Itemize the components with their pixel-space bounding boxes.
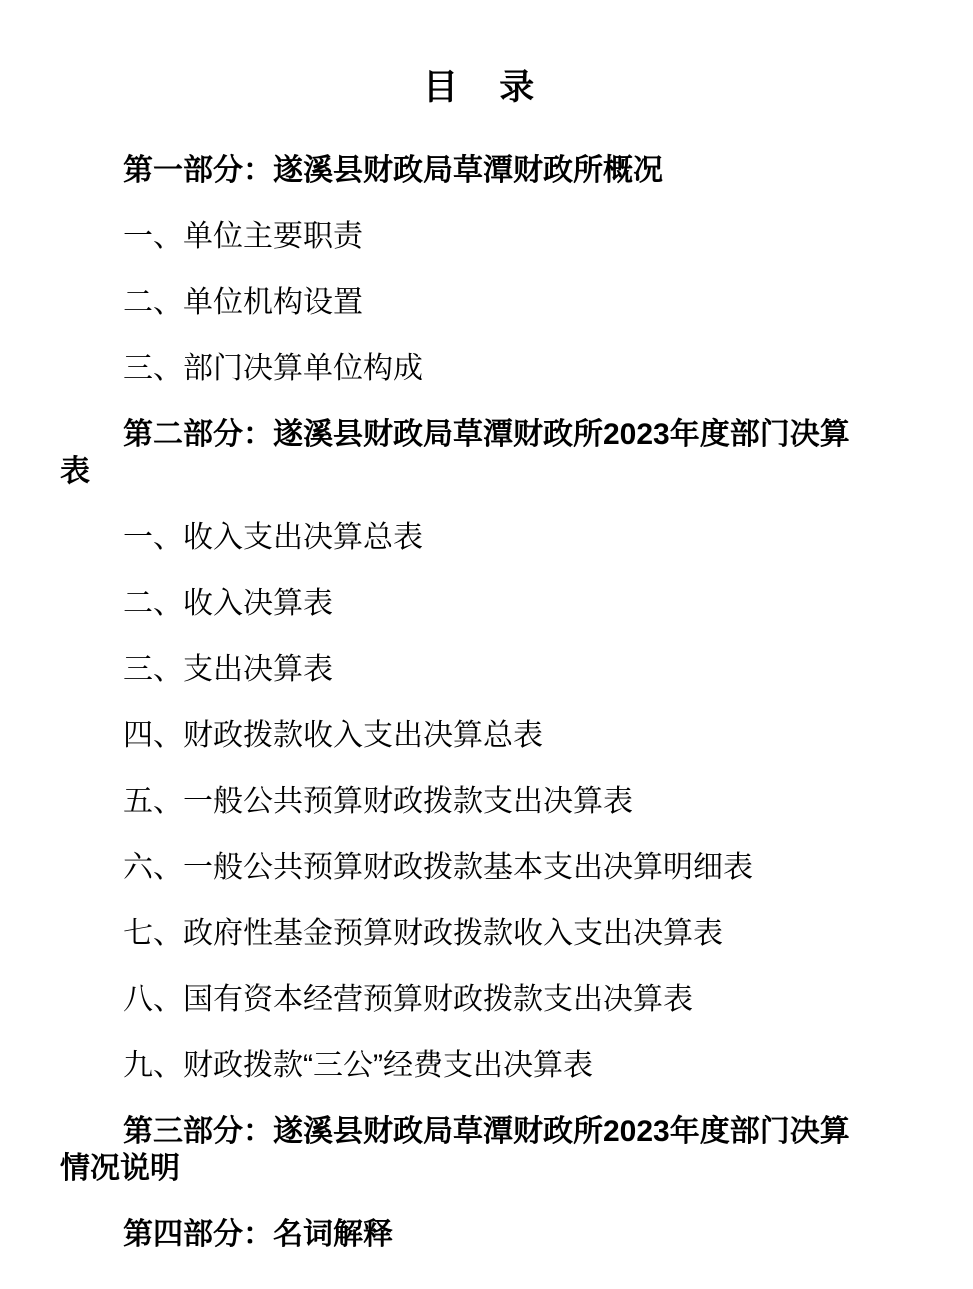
toc-part1-heading: 第一部分：遂溪县财政局草潭财政所概况 — [123, 154, 663, 187]
page-title: 目 录 — [423, 68, 550, 107]
toc-part2-item-8: 八、国有资本经营预算财政拨款支出决算表 — [123, 983, 693, 1016]
toc-part2-item-4: 四、财政拨款收入支出决算总表 — [123, 719, 543, 752]
toc-part4-heading: 第四部分：名词解释 — [123, 1218, 393, 1251]
toc-part1-item-2: 二、单位机构设置 — [123, 286, 363, 319]
toc-part2-item-6: 六、一般公共预算财政拨款基本支出决算明细表 — [123, 851, 753, 884]
toc-part2-item-3: 三、支出决算表 — [123, 653, 333, 686]
toc-part2-item-2: 二、收入决算表 — [123, 587, 333, 620]
toc-part1-item-1: 一、单位主要职责 — [123, 220, 363, 253]
toc-part2-heading: 第二部分：遂溪县财政局草潭财政所2023年度部门决算表 — [60, 418, 850, 488]
toc-part2-item-9: 九、财政拨款“三公”经费支出决算表 — [123, 1049, 593, 1082]
toc-part1-item-3: 三、部门决算单位构成 — [123, 352, 423, 385]
table-of-contents — [0, 152, 860, 1253]
toc-part2-item-1: 一、收入支出决算总表 — [123, 521, 423, 554]
toc-part2-item-5: 五、一般公共预算财政拨款支出决算表 — [123, 785, 633, 818]
toc-part3-heading: 第三部分：遂溪县财政局草潭财政所2023年度部门决算情况说明 — [60, 1115, 850, 1185]
toc-part2-item-7: 七、政府性基金预算财政拨款收入支出决算表 — [123, 917, 723, 950]
